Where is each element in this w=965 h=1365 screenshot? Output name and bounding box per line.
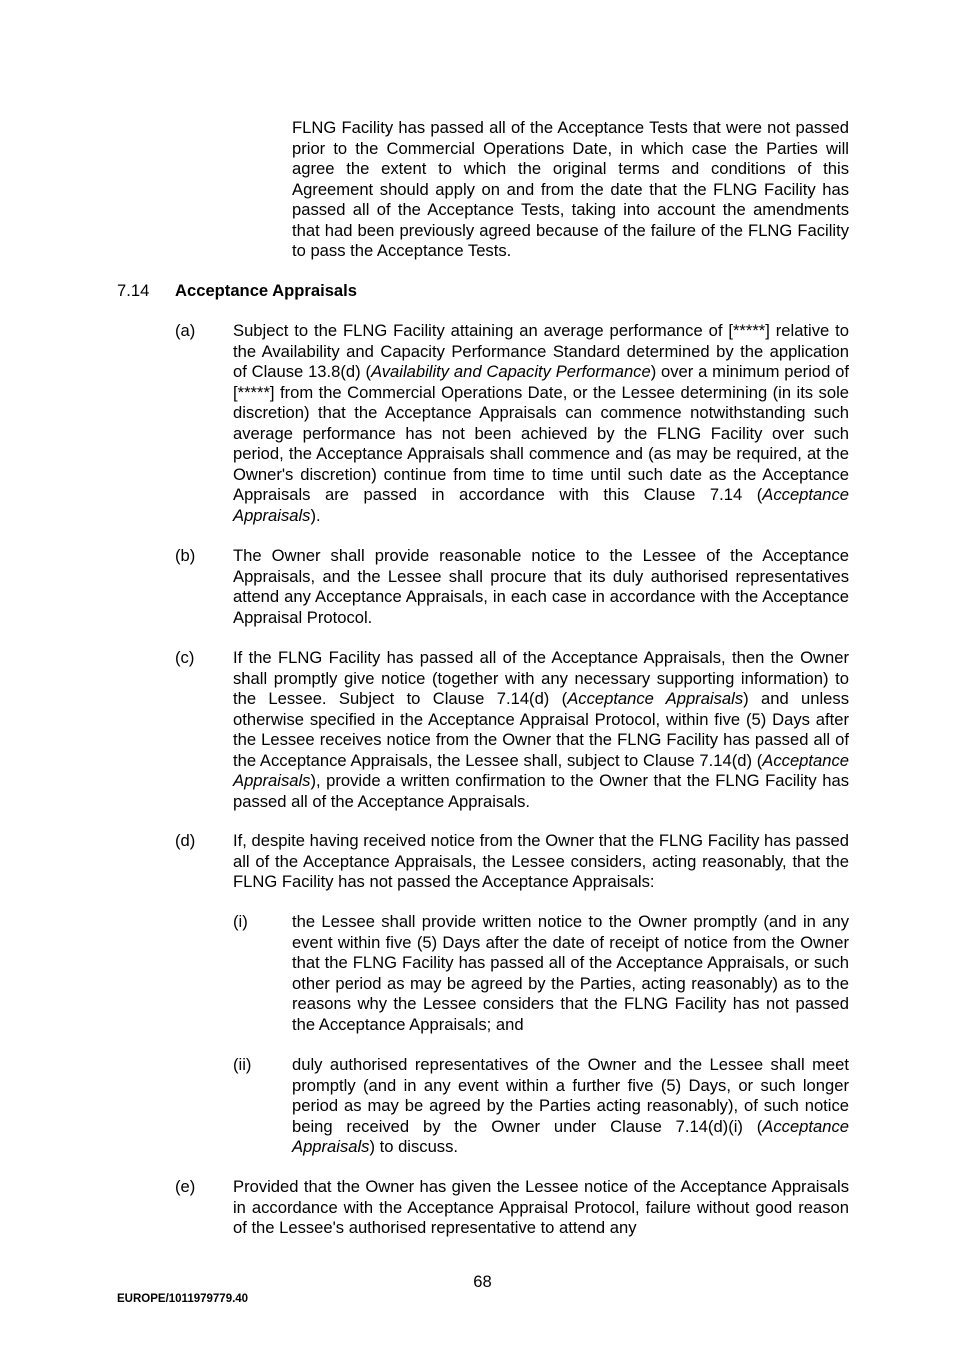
item-d-ii-label: (ii) bbox=[233, 1055, 252, 1074]
item-d-i-paragraph bbox=[292, 912, 849, 1035]
item-d-label: (d) bbox=[175, 831, 196, 850]
item-d-paragraph bbox=[233, 831, 849, 893]
item-b-text: The Owner shall provide reasonable notice to the Lessee of the Acceptance Appraisals, and the Lessee shall procure that its duly authorised representatives attend any Acceptance Appraisals, in each case in accordance with the Acceptance Appraisal Protocol. bbox=[233, 546, 849, 627]
item-d-text: If, despite having received notice from the Owner that the FLNG Facility has passed all of the Acceptance Appraisals, the Lessee considers, acting reasonably, that the FLNG Facility has not passed the Acceptance Appraisals: bbox=[233, 831, 849, 891]
item-a-label: (a) bbox=[175, 321, 196, 340]
item-e-text: Provided that the Owner has given the Lessee notice of the Acceptance Appraisals in accordance with the Acceptance Appraisal Protocol, failure without good reason of the Lessee's authorised representative to attend any bbox=[233, 1177, 849, 1237]
item-d-i-text: the Lessee shall provide written notice to the Owner promptly (and in any event within five (5) Days after the date of receipt of notice from the Owner that the FLNG Facility has passed all of the Acceptance Appraisals, or such other period as may be agreed by the Parties, acting reasonably) as to the reasons why the Lessee considers that the FLNG Facility has not passed the Acceptance Appraisals; and bbox=[292, 912, 849, 1034]
item-b-paragraph bbox=[233, 546, 849, 628]
item-a-text: Subject to the FLNG Facility attaining an average performance of [*****] relative to the Availability and Capacity Performance Standard determined by the application of Clause 13.8(d) (Availability and Capacity Performance) over a minimum period of [*****] from the Commercial Operations Date, or the Lessee determining (in its sole discretion) that the Acceptance Appraisals can commence notwithstanding such average performance has not been achieved by the FLNG Facility over such period, the Acceptance Appraisals shall commence and (as may be required, at the Owner's discretion) continue from time to time until such date as the Acceptance Appraisals are passed in accordance with this Clause 7.14 (Acceptance Appraisals). bbox=[233, 321, 849, 525]
item-a-paragraph bbox=[233, 321, 849, 526]
item-e-label: (e) bbox=[175, 1177, 196, 1196]
clause-title: Acceptance Appraisals bbox=[175, 281, 357, 300]
item-e-paragraph bbox=[233, 1177, 849, 1239]
clause-number: 7.14 bbox=[117, 281, 150, 300]
item-c-label: (c) bbox=[175, 648, 195, 667]
intro-paragraph bbox=[292, 118, 849, 262]
document-reference: EUROPE/1011979779.40 bbox=[117, 1293, 249, 1305]
item-c-text: If the FLNG Facility has passed all of the Acceptance Appraisals, then the Owner shall promptly give notice (together with any necessary supporting information) to the Lessee. Subject to Clause 7.14(d) (Acceptance Appraisals) and unless otherwise specified in the Acceptance Appraisal Protocol, within five (5) Days after the Lessee receives notice from the Owner that the FLNG Facility has passed all of the Acceptance Appraisals, the Lessee shall, subject to Clause 7.14(d) (Acceptance Appraisals), provide a written confirmation to the Owner that the FLNG Facility has passed all of the Acceptance Appraisals. bbox=[233, 648, 849, 811]
item-d-i-label: (i) bbox=[233, 912, 248, 931]
intro-text: FLNG Facility has passed all of the Acceptance Tests that were not passed prior to the Commercial Operations Date, in which case the Parties will agree the extent to which the original terms and conditions of this Agreement should apply on and from the date that the FLNG Facility has passed all of the Acceptance Tests, taking into account the amendments that had been previously agreed because of the failure of the FLNG Facility to pass the Acceptance Tests. bbox=[292, 118, 849, 260]
page-number: 68 bbox=[473, 1272, 492, 1291]
item-c-paragraph bbox=[233, 648, 849, 812]
item-d-ii-text: duly authorised representatives of the Owner and the Lessee shall meet promptly (and in any event within a further five (5) Days, or such longer period as may be agreed by the Parties acting reasonably), of such notice being received by the Owner under Clause 7.14(d)(i) (Acceptance Appraisals) to discuss. bbox=[292, 1055, 849, 1156]
item-b-label: (b) bbox=[175, 546, 196, 565]
item-d-ii-paragraph bbox=[292, 1055, 849, 1158]
